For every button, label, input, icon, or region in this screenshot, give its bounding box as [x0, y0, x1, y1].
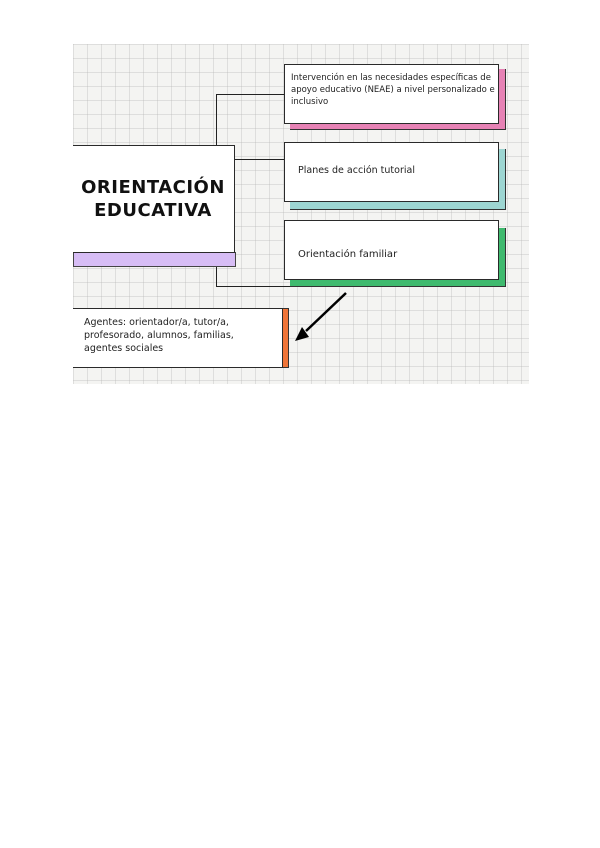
branch-planes-text: Planes de acción tutorial — [298, 165, 415, 176]
arrow-icon — [73, 44, 529, 384]
title-text: ORIENTACIÓN EDUCATIVA — [81, 177, 225, 221]
branch-familiar-text: Orientación familiar — [298, 249, 398, 260]
agents-text: Agentes: orientador/a, tutor/a, profesorado, alumnos, familias, agentes sociales — [84, 317, 234, 354]
mind-map-canvas — [73, 44, 529, 384]
branch-neae-text: Intervención en las necesidades específicas de apoyo educativo (NEAE) a nivel personalizado e inclusivo — [291, 73, 495, 107]
